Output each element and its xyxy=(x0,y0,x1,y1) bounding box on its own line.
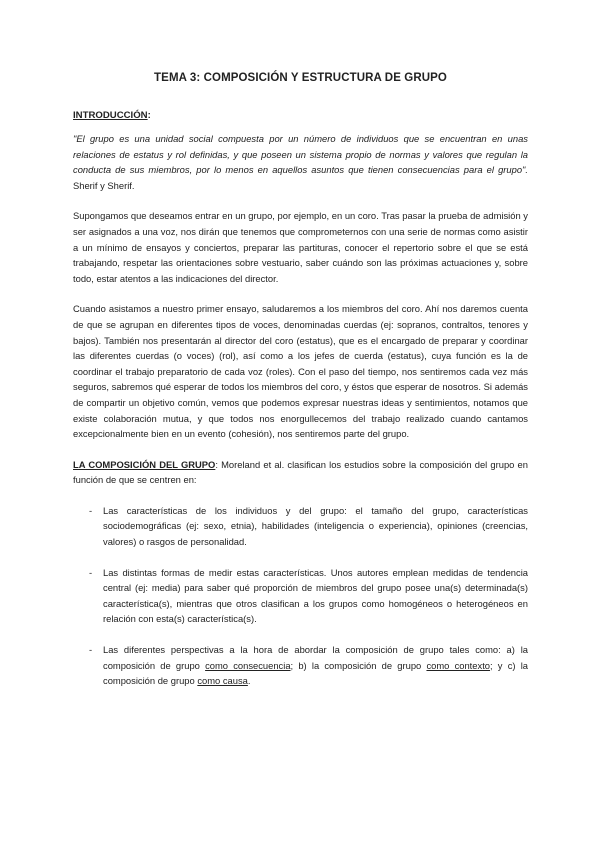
list-item-text: Las distintas formas de medir estas características. Unos autores emplean medidas de tendencia central (ej: media) para saber qué proporción de miembros del grupo posee una(s) determinada(s) característica(s), mientras que otros clasifican a los grupos como homogéneos o heterogéneos en relación con esta(s) característica(s). xyxy=(103,566,528,625)
composition-heading: LA COMPOSICIÓN DEL GRUPO xyxy=(73,458,216,470)
page-title: TEMA 3: COMPOSICIÓN Y ESTRUCTURA DE GRUPO xyxy=(154,72,447,84)
list-bullet: - xyxy=(89,504,93,516)
underlined-causa: como causa xyxy=(197,675,248,687)
document-page xyxy=(73,72,528,704)
underlined-consecuencia: como consecuencia xyxy=(205,659,291,671)
list-bullet: - xyxy=(89,566,93,578)
intro-paragraph-1: Supongamos que deseamos entrar en un grupo, por ejemplo, en un coro. Tras pasar la prueba de admisión y ser asignados a una voz, nos dirán que tenemos que comprometernos con una serie de normas como asistir a un mínimo de ensayos y conciertos, preparar las partituras, conocer el repertorio sobre el que se está trabajando, respetar las orientaciones sobre vestuario, saber cuándo son las próximas actuaciones y, sobre todo, estar atentos a las indicaciones del director. xyxy=(73,210,528,284)
intro-quote-paragraph xyxy=(73,131,528,193)
composition-list xyxy=(73,503,528,689)
item3-part-d: . xyxy=(247,675,251,687)
intro-heading-colon: : xyxy=(147,110,151,121)
intro-heading xyxy=(73,110,528,121)
list-item-text: Las características de los individuos y del grupo: el tamaño del grupo, características sociodemográficas (ej: sexo, etnia), habilidades (inteligencia o experiencia), opiniones (creencias, valores) o rasgos de personalidad. xyxy=(103,504,528,548)
list-item xyxy=(73,642,528,689)
item3-part-b: ; b) la composición de grupo xyxy=(290,659,427,671)
intro-paragraph-2: Cuando asistamos a nuestro primer ensayo, saludaremos a los miembros del coro. Ahí nos daremos cuenta de que se agrupan en diferentes tipos de voces, denominadas cuerdas (ej: sopranos, contraltos, tenores y bajos). También nos presentarán al director del coro (estatus), que es el encargado de preparar y coordinar las diferentes cuerdas (o voces) (rol), así como a los jefes de cuerda (estatus), cuya función es la de coordinar el trabajo preparatorio de cada voz (roles). Con el paso del tiempo, nos sentiremos cada vez más seguros, sabremos qué esperar de todos los miembros del coro, y éstos que esperar de nosotros. Si además de compartir un objetivo común, vemos que podemos expresar nuestras ideas y sentimientos, notamos que existe colaboración mutua, y que todos nos enorgullecemos del trabajo realizado cuando cantamos excepcionalmente bien en un evento (cohesión), nos sentiremos parte del grupo. xyxy=(73,303,528,440)
list-item xyxy=(73,503,528,550)
underlined-contexto: como contexto xyxy=(426,659,491,671)
list-item-text xyxy=(103,644,528,686)
intro-heading-text: INTRODUCCIÓN xyxy=(73,110,148,121)
composition-lead: : Moreland et al. clasifican los estudios sobre la composición del grupo en función de que se centren en: xyxy=(73,458,528,486)
intro-quote: "El grupo es una unidad social compuesta por un número de individuos que se encuentran en unas relaciones de estatus y rol definidas, y que poseen un sistema propio de normas y valores que regulan la conducta de sus miembros, por lo menos en aquellos asuntos que tienen consecuencias para el grupo". xyxy=(73,133,528,176)
list-item xyxy=(73,565,528,627)
list-bullet: - xyxy=(89,644,93,656)
quote-attribution: Sherif y Sherif. xyxy=(73,179,135,191)
item3-part-a: Las diferentes perspectivas a la hora de abordar la composición de grupo tales como: a) la composición de grupo xyxy=(103,644,528,671)
composition-intro-paragraph xyxy=(73,457,528,488)
item3-part-c: ; y c) la composición de grupo xyxy=(103,659,528,687)
